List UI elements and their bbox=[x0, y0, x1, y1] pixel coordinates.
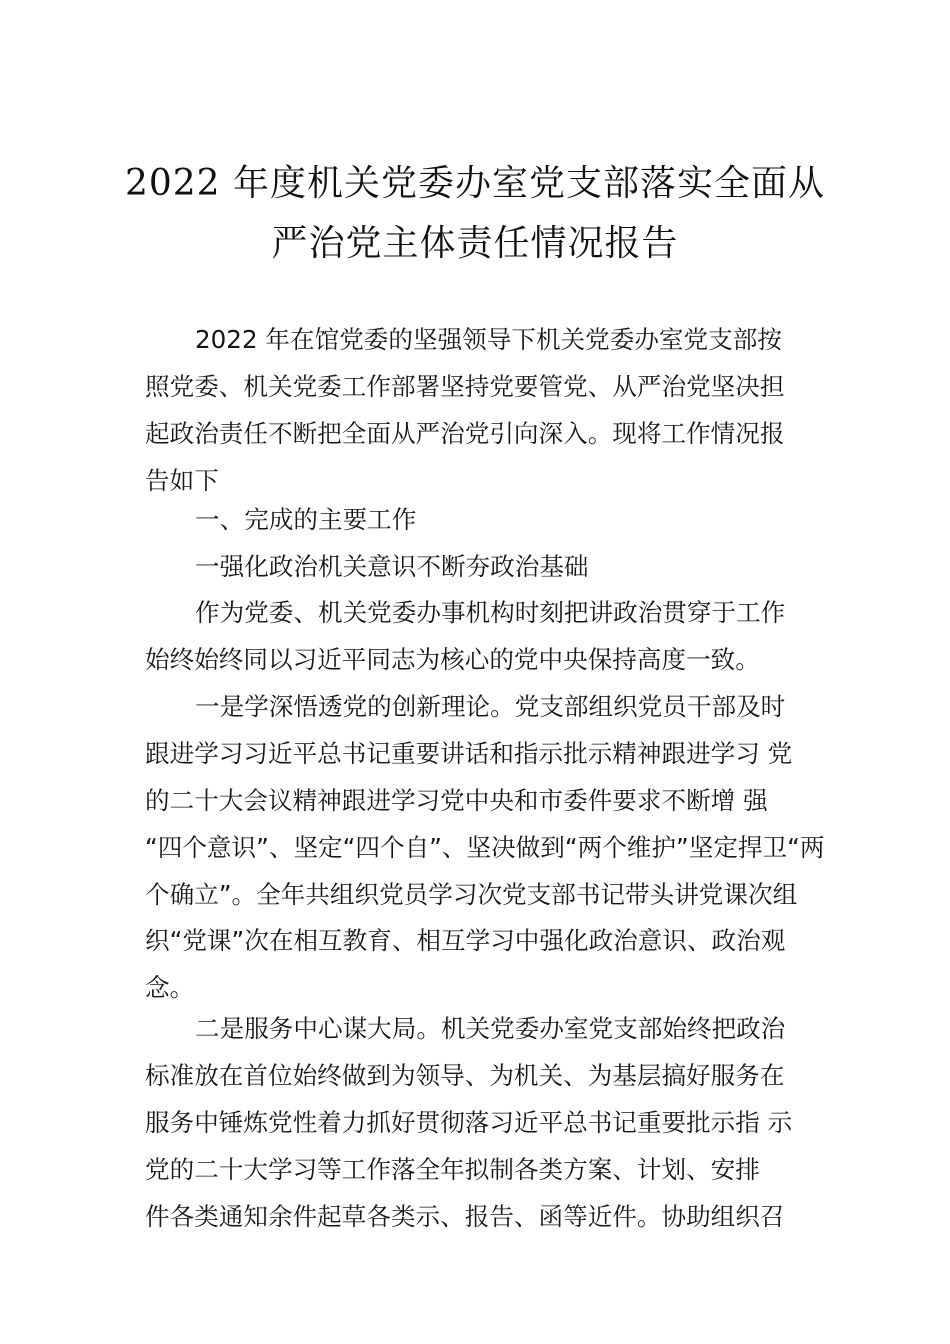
text-line: 织“党课”次在相互教育、相互学习中强化政治意识、政治观 bbox=[145, 926, 786, 956]
text-line: 服务中锤炼党性着力抓好贯彻落习近平总书记重要批示指 示 bbox=[145, 1107, 793, 1137]
text-line: 告如下 bbox=[145, 465, 219, 495]
text-line: “四个意识”、坚定“四个自”、坚决做到“两个维护”坚定捍卫“两 bbox=[145, 832, 825, 862]
text-line: 个确立”。全年共组织党员学习次党支部书记带头讲党课次组 bbox=[145, 879, 798, 909]
text-line: 作为党委、机关党委办事机构时刻把讲政治贯穿于工作 bbox=[195, 598, 786, 627]
section-heading: 一、完成的主要工作 bbox=[195, 505, 417, 534]
paragraph-3 bbox=[145, 1006, 813, 1240]
text-line: 一是学深悟透党的创新理论。党支部组织党员干部及时 bbox=[195, 692, 786, 721]
subsection-heading-1 bbox=[145, 544, 813, 591]
text-line: 跟进学习习近平总书记重要讲话和指示批示精神跟进学习 党 bbox=[145, 738, 793, 768]
text-line: 始终始终同以习近平同志为核心的党中央保持高度一致。 bbox=[145, 644, 760, 674]
text-line: 件各类通知余件起草各类示、报告、函等近件。协助组织召 bbox=[145, 1201, 785, 1231]
text-line: 起政治责任不断把全面从严治党引向深入。现将工作情况报 bbox=[145, 418, 785, 448]
section-heading-1 bbox=[145, 497, 813, 544]
document-title-line-1: 2022 年度机关党委办室党支部落实全面从 bbox=[124, 163, 826, 204]
text-line: 照党委、机关党委工作部署坚持党要管党、从严治党坚决担 bbox=[145, 371, 785, 401]
paragraph-1 bbox=[145, 590, 813, 684]
paragraph-intro bbox=[145, 317, 813, 505]
text-line: 念。 bbox=[145, 973, 195, 1003]
paragraph-2 bbox=[145, 684, 825, 1012]
text-line: 标准放在首位始终做到为领导、为机关、为基层搞好服务在 bbox=[145, 1060, 785, 1090]
text-line: 党的二十大学习等工作落全年拟制各类方案、计划、安排 bbox=[145, 1154, 760, 1184]
subsection-heading: 一强化政治机关意识不断夯政治基础 bbox=[195, 552, 589, 581]
text-line: 2022 年在馆党委的坚强领导下机关党委办室党支部按 bbox=[195, 325, 782, 354]
document-title-line-2: 严治党主体责任情况报告 bbox=[271, 223, 679, 264]
text-line: 的二十大会议精神跟进学习党中央和市委件要求不断增 强 bbox=[145, 785, 768, 815]
text-line: 二是服务中心谋大局。机关党委办室党支部始终把政治 bbox=[195, 1014, 786, 1043]
